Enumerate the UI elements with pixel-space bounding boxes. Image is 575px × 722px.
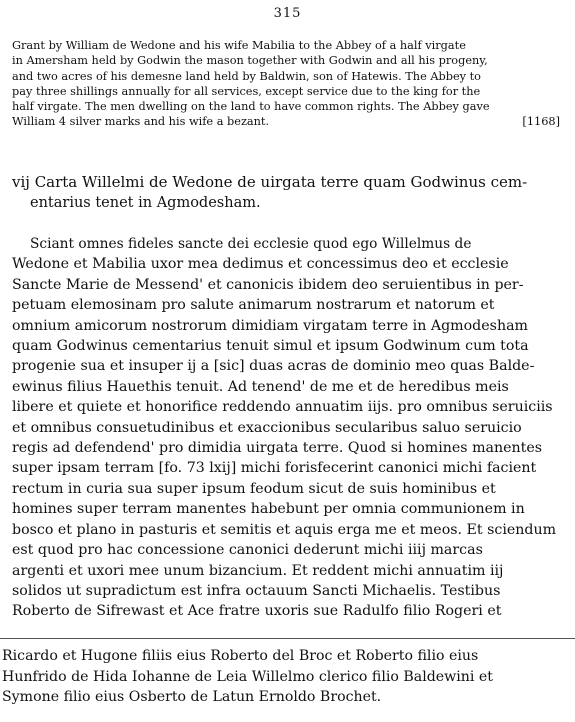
charter-line: homines super terram manentes habebunt per omnia communionem in [12, 501, 525, 518]
summary-line: Grant by William de Wedone and his wife Mabilia to the Abbey of a half virgate [12, 39, 466, 52]
charter-date: [1168] [522, 115, 560, 129]
charter-line: Roberto de Sifrewast et Ace fratre uxoris sue Radulfo filio Rogeri et [12, 603, 502, 620]
heading-line: vij Carta Willelmi de Wedone de uirgata terre quam Godwinus cem- [12, 173, 528, 191]
charter-line: libere et quiete et honorifice reddendo annuatim iijs. pro omnibus seruiciis [12, 399, 553, 416]
charter-line: super ipsam terram [fo. 73 lxij] michi forisfecerint canonici michi facient [12, 460, 537, 477]
summary-line: and two acres of his demesne land held by Baldwin, son of Hatewis. The Abbey to [12, 69, 481, 83]
summary-line: William 4 silver marks and his wife a bezant. [12, 115, 270, 129]
summary-line: pay three shillings annually for all services, except service due to the king for the [12, 84, 481, 98]
charter-line: Sancte Marie de Messend' et canonicis ibidem deo seruientibus in per- [12, 276, 524, 293]
charter-line: et omnibus consuetudinibus et exaccionibus secularibus saluo seruicio [12, 419, 522, 436]
charter-line: solidos ut supradictum est infra octauum Sancti Michaelis. Testibus [12, 582, 501, 599]
continuation-line: Symone filio eius Osberto de Latun Ernoldo Brochet. [2, 689, 382, 706]
charter-line: progenie sua et insuper ij a [sic] duas acras de dominio meo quas Balde- [12, 358, 535, 375]
charter-line: petuam elemosinam pro salute animarum nostrarum et natorum et [12, 297, 495, 314]
charter-line: est quod pro hac concessione canonici dederunt michi iiij marcas [12, 542, 483, 559]
charter-line: rectum in curia sua super ipsum feodum sicut de suis hominibus et [12, 480, 496, 497]
english-summary [12, 38, 560, 130]
heading-line: entarius tenet in Agmodesham. [30, 195, 261, 211]
charter-heading [12, 172, 567, 214]
page-number: 315 [273, 6, 302, 21]
charter-line: bosco et plano in pasturis et semitis et aquis erga me et meos. Et sciendum [12, 521, 557, 538]
charter-line: regis ad defendend' pro dimidia uirgata terre. Quod si homines manentes [12, 440, 543, 457]
continuation-line: Ricardo et Hugone filiis eius Roberto del Broc et Roberto filio eius [2, 648, 479, 664]
summary-line: in Amersham held by Godwin the mason together with Godwin and all his progeny, [12, 54, 488, 68]
charter-line: ewinus filius Hauethis tenuit. Ad tenend' de me et de heredibus meis [12, 378, 509, 395]
charter-line: omnium amicorum nostrorum dimidiam virgatam terre in Agmodesham [12, 317, 528, 334]
charter-line: Sciant omnes fideles sancte dei ecclesie quod ego Willelmus de [30, 236, 472, 252]
charter-line: Wedone et Mabilia uxor mea dedimus et concessimus deo et ecclesie [12, 256, 509, 273]
continuation-line: Hunfrido de Hida Iohanne de Leia Willelmo clerico filio Baldewini et [2, 668, 493, 685]
charter-line: argenti et uxori mee unum bizancium. Et reddent michi annuatim iij [12, 562, 504, 579]
latin-charter-text [12, 234, 567, 622]
summary-last-line [12, 114, 560, 129]
charter-line: quam Godwinus cementarius tenuit simul et ipsum Godwinum cum tota [12, 338, 529, 355]
scan-divider [0, 638, 575, 639]
summary-line: half virgate. The men dwelling on the land to have common rights. The Abbey gave [12, 100, 490, 114]
charter-continuation [2, 646, 572, 708]
